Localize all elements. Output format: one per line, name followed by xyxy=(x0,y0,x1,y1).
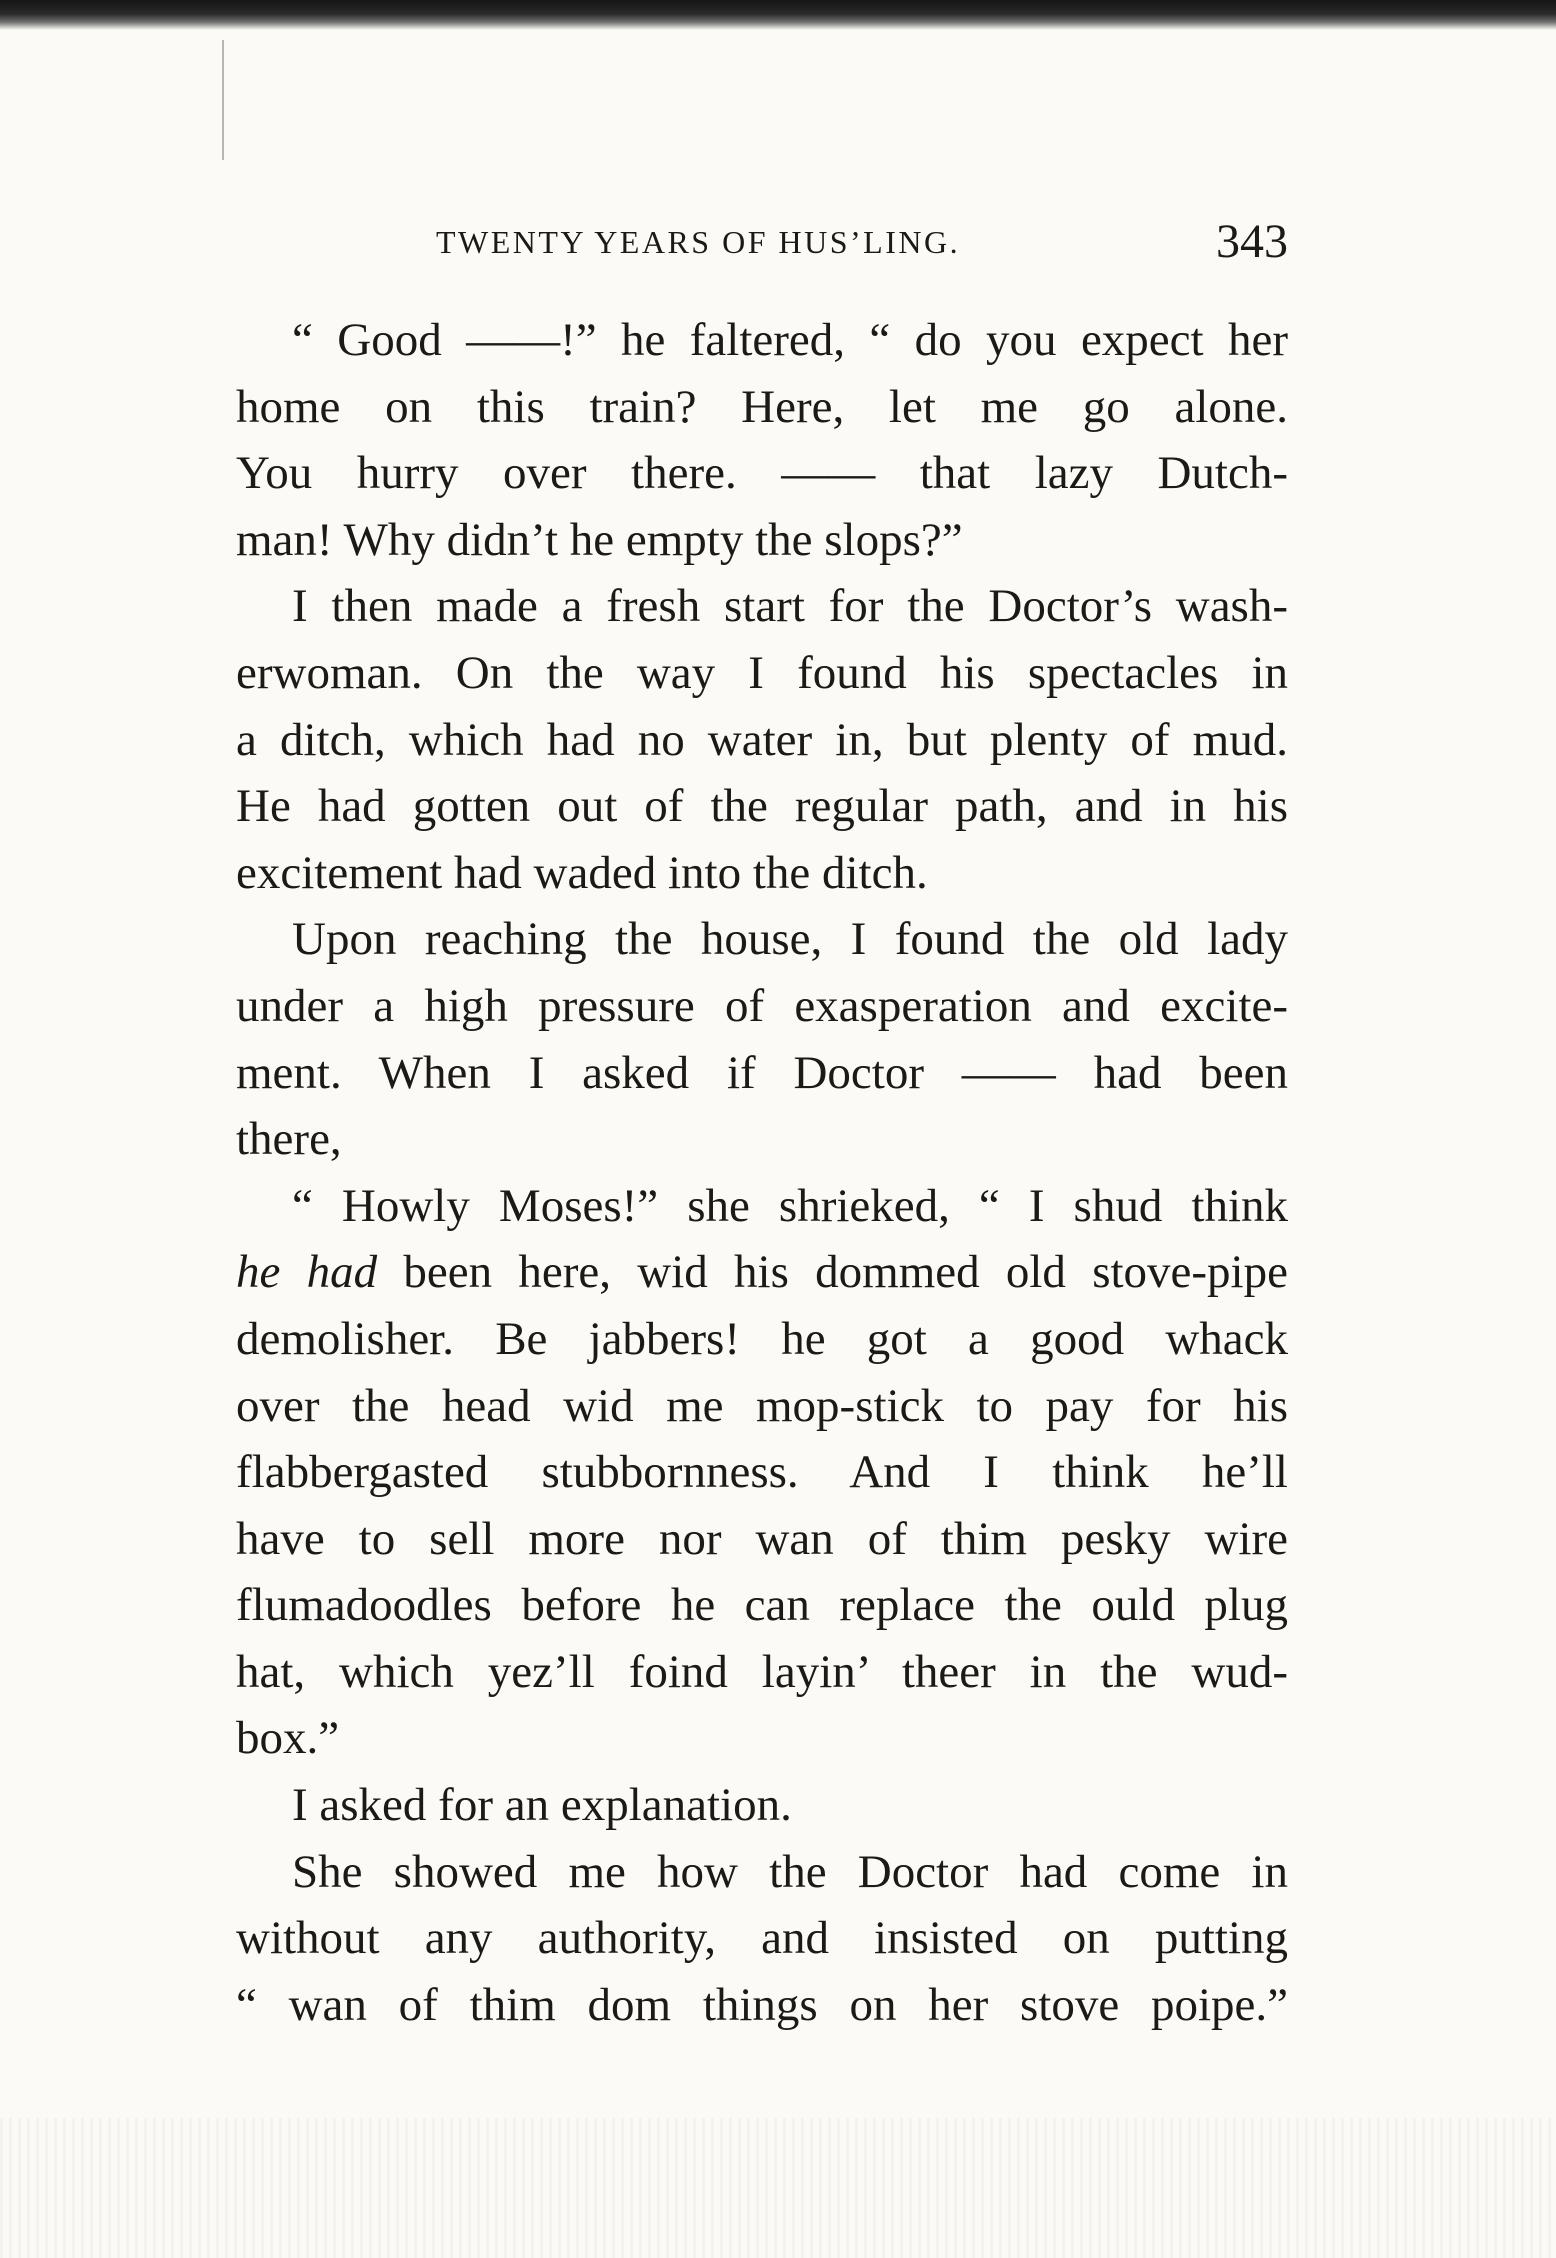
body-text xyxy=(236,307,1288,2038)
scan-noise xyxy=(0,2118,1556,2258)
text-line: ment. When I asked if Doctor —— had been xyxy=(236,1046,1288,1099)
text-line: “ Howly Moses!” she shrieked, “ I shud think xyxy=(292,1179,1288,1232)
text-line: over the head wid me mop-stick to pay for his xyxy=(236,1379,1288,1432)
text-line: demolisher. Be jabbers! he got a good whack xyxy=(236,1312,1288,1365)
text-line: there, xyxy=(236,1113,342,1166)
text-line: flabbergasted stubbornness. And I think he’ll xyxy=(236,1446,1288,1499)
text-line: hat, which yez’ll foind layin’ theer in the wud- xyxy=(236,1645,1288,1698)
text-line: “ wan of thim dom things on her stove poipe.” xyxy=(236,1978,1288,2031)
text-line: flumadoodles before he can replace the ould plug xyxy=(236,1579,1288,1632)
text-line: man! Why didn’t he empty the slops?” xyxy=(236,513,963,566)
text-line: “ Good ——!” he faltered, “ do you expect her xyxy=(292,314,1288,366)
text-line: have to sell more nor wan of thim pesky wire xyxy=(236,1512,1288,1565)
text-segment: been here, wid his dommed old stove-pipe xyxy=(377,1246,1288,1299)
text-line: a ditch, which had no water in, but plenty of mud. xyxy=(236,713,1288,766)
text-line: He had gotten out of the regular path, and in his xyxy=(236,780,1288,833)
text-line: erwoman. On the way I found his spectacles in xyxy=(236,646,1288,699)
text-line: home on this train? Here, let me go alone. xyxy=(236,380,1288,433)
text-line: without any authority, and insisted on putting xyxy=(236,1912,1288,1965)
text-line: Upon reaching the house, I found the old lady xyxy=(292,913,1288,966)
page-header xyxy=(236,214,1288,274)
text-line: box.” xyxy=(236,1712,340,1765)
gutter-line xyxy=(222,40,224,160)
scanned-page-edge xyxy=(0,0,1556,30)
text-line: You hurry over there. —— that lazy Dutch- xyxy=(236,447,1288,500)
text-line: She showed me how the Doctor had come in xyxy=(292,1845,1288,1898)
text-line xyxy=(236,1239,1288,1306)
text-line: under a high pressure of exasperation and excite- xyxy=(236,979,1288,1032)
text-line: I then made a fresh start for the Doctor’s wash- xyxy=(292,580,1288,633)
italic-text: he had xyxy=(236,1246,378,1299)
running-head: TWENTY YEARS OF HUS’LING. xyxy=(436,224,961,260)
page-number: 343 xyxy=(1216,215,1288,268)
text-line: excitement had waded into the ditch. xyxy=(236,846,928,899)
text-line: I asked for an explanation. xyxy=(292,1779,792,1832)
